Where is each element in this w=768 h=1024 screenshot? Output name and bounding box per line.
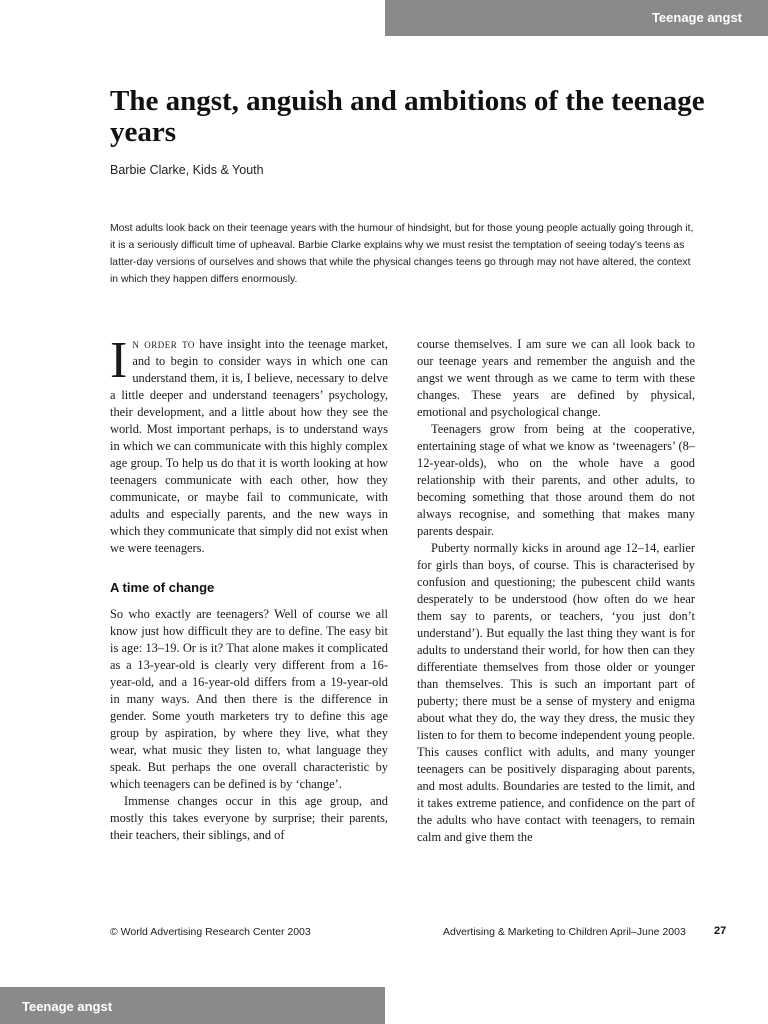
running-footer-banner: Teenage angst — [0, 987, 385, 1024]
footer-journal: Advertising & Marketing to Children April–June 2003 — [443, 926, 686, 938]
body-paragraph-3: Immense changes occur in this age group, and mostly this takes everyone by surprise; their parents, their teachers, their siblings, and of — [110, 794, 388, 842]
body-column-left — [110, 332, 388, 844]
section-subhead: A time of change — [110, 580, 215, 595]
drop-cap: I — [110, 332, 128, 389]
body-paragraph-1 — [110, 332, 388, 557]
article-author: Barbie Clarke, Kids & Youth — [110, 163, 264, 177]
body-paragraph-1-text: have insight into the teenage market, and to begin to consider ways in which one can understand them, it is, I believe, necessary to delve a little deeper and understand teenagers’ psychology, their development, and a little about how they see the world. Most important perhaps, is to understand ways in which we can communicate with this highly complex age group. To help us do that it is worth looking at how teenagers communicate with each other, how they communicate, or maybe fail to communicate, with adults and especially parents, and the new ways in which they communicate that simply did not exist when we were teenagers. — [110, 337, 388, 555]
body-column-right — [417, 336, 695, 846]
body-paragraph-6: Puberty normally kicks in around age 12–14, earlier for girls than boys, of course. This is characterised by confusion and questioning; the pubescent child wants desperately to be understood (how often do we hear them say to parents, or teachers, ‘you just don’t understand’). But equally the last thing they want is for adults to understand their world, for how then can they differentiate themselves from those older or younger than themselves. This is such an important part of puberty; there must be a sense of mystery and enigma about what they do, the way they dress, the music they listen to for them to become independent young people. This causes conflict with adults, and many younger teenagers can be positively disparaging about parents, and most adults. Boundaries are tested to the limit, and it takes extreme patience, and confidence on the part of the adults who have contact with teenagers, to remain calm and give them the — [417, 541, 695, 844]
body-paragraph-4: course themselves. I am sure we can all look back to our teenage years and remember the anguish and the angst we went through as we came to term with these changes. These years are defined by physical, emotional and psychological change. — [417, 337, 695, 419]
footer-copyright: © World Advertising Research Center 2003 — [110, 926, 311, 938]
running-header-banner: Teenage angst — [385, 0, 768, 36]
lead-in-smallcaps: n order to — [132, 337, 195, 351]
body-paragraph-5: Teenagers grow from being at the cooperative, entertaining stage of what we know as ‘tweenagers’ (8–12-year-olds), who on the whole have a good relationship with their parents, and other adults, to becoming something that those around them do not always recognise, and something that makes many parents despair. — [417, 422, 695, 538]
body-paragraph-2: So who exactly are teenagers? Well of course we all know just how difficult they are to define. The easy bit is age: 13–19. Or is it? That alone makes it complicated as a 13-year-old is clearly very different from a 16-year-old, and a 16-year-old differs from a 19-year-old in many ways. And then there is the difference in gender. Some youth marketers try to define this age group by aspiration, by where they live, what they wear, what music they listen to, what language they speak. But perhaps the one overall characteristic by which teenagers can be defined is by ‘change’. — [110, 607, 388, 791]
article-abstract: Most adults look back on their teenage years with the humour of hindsight, but for those young people actually going through it, it is a seriously difficult time of upheaval. Barbie Clarke explains why we must resist the temptation of seeing today’s teens as latter-day versions of ourselves and shows that while the physical changes teens go through may not have altered, the context in which they happen differs enormously. — [110, 223, 694, 285]
article-title: The angst, anguish and ambitions of the teenage years — [110, 85, 705, 148]
page-number: 27 — [714, 925, 727, 937]
